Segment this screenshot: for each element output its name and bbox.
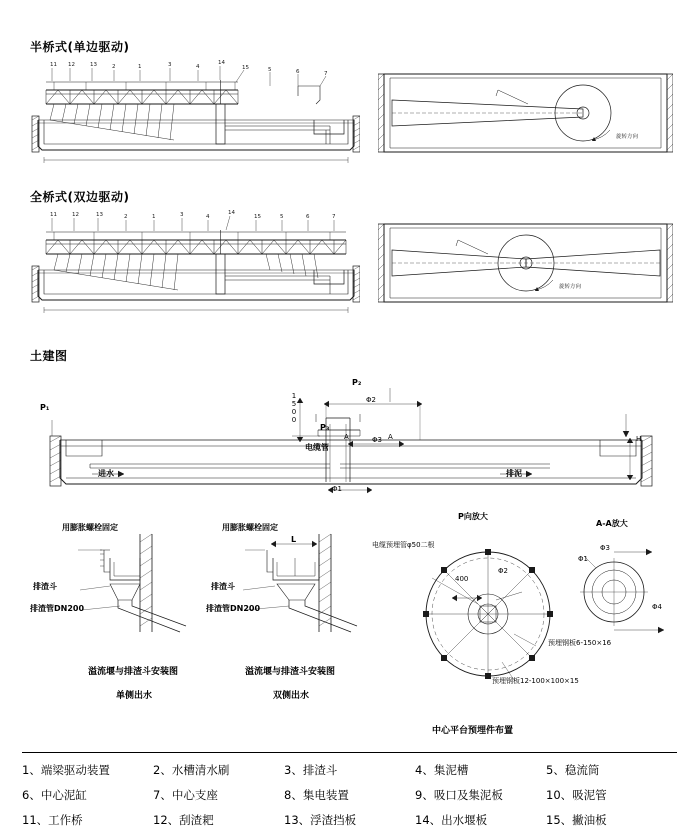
svg-text:15: 15 xyxy=(254,214,261,220)
detail-right-caption-2: 双侧出水 xyxy=(273,691,310,701)
svg-text:11: 11 xyxy=(50,62,57,68)
svg-text:15: 15 xyxy=(242,65,249,71)
legend-item: 11、工作桥 xyxy=(22,813,83,827)
label-phi2: Φ2 xyxy=(366,396,376,404)
detail-right-pipe: 排渣管DN200 xyxy=(206,604,261,613)
svg-text:4: 4 xyxy=(196,64,200,70)
detail-right-fix-note: 用膨胀螺栓固定 xyxy=(222,523,278,532)
svg-text:旋转方向: 旋转方向 xyxy=(616,134,639,140)
legend-item: 10、吸泥管 xyxy=(546,788,607,802)
label-h: H xyxy=(636,435,642,443)
plan-caption: 中心平台预埋件布置 xyxy=(432,726,514,736)
svg-text:6: 6 xyxy=(306,214,310,220)
detail-left-hopper: 排渣斗 xyxy=(33,582,57,591)
svg-text:1: 1 xyxy=(138,64,142,70)
civil-section-drawing xyxy=(30,378,675,508)
legend-item: 15、撇油板 xyxy=(546,813,607,827)
svg-text:12: 12 xyxy=(68,62,75,68)
svg-text:3: 3 xyxy=(168,62,172,68)
label-inlet: 进水 xyxy=(98,469,114,478)
aa-phi3: Φ3 xyxy=(600,544,610,552)
half-bridge-plan-drawing xyxy=(378,60,673,165)
legend-item: 13、浮渣挡板 xyxy=(284,813,357,827)
label-phi1: Φ1 xyxy=(332,485,342,493)
label-p2: P₂ xyxy=(352,378,362,387)
label-a-left: A xyxy=(344,433,349,441)
legend xyxy=(22,752,677,837)
svg-text:1: 1 xyxy=(152,214,156,220)
svg-text:3: 3 xyxy=(180,212,184,218)
plan-dim-400: 400 xyxy=(455,575,469,583)
legend-item: 8、集电装置 xyxy=(284,788,349,802)
section-title-half-bridge: 半桥式(单边驱动) xyxy=(30,40,130,54)
label-dim-1500: 1500 xyxy=(290,392,298,424)
legend-item: 1、端梁驱动装置 xyxy=(22,763,110,777)
svg-text:14: 14 xyxy=(228,210,235,216)
legend-item: 2、水槽清水刷 xyxy=(153,763,230,777)
legend-item: 14、出水堰板 xyxy=(415,813,488,827)
section-title-civil: 土建图 xyxy=(30,349,68,363)
legend-item: 4、集泥槽 xyxy=(415,763,469,777)
legend-item: 5、稳流筒 xyxy=(546,763,600,777)
aa-section-title: A-A放大 xyxy=(596,519,628,528)
label-p3: P₃ xyxy=(320,423,330,432)
half-bridge-elevation-drawing xyxy=(30,60,360,165)
detail-right-drawing xyxy=(215,528,380,638)
legend-row xyxy=(22,787,677,803)
plan-enlargement-drawing xyxy=(418,542,558,692)
legend-item: 3、排渣斗 xyxy=(284,763,338,777)
legend-item: 7、中心支座 xyxy=(153,788,218,802)
aa-phi4: Φ4 xyxy=(652,603,662,611)
svg-text:11: 11 xyxy=(50,212,57,218)
detail-left-fix-note: 用膨胀螺栓固定 xyxy=(62,523,118,532)
plan-enlargement-title: P向放大 xyxy=(458,512,488,521)
svg-text:6: 6 xyxy=(296,69,300,75)
detail-right-caption-1: 溢流堰与排渣斗安装图 xyxy=(245,667,336,677)
plan-steel-plate-note-1: 预埋钢板6-150×16 xyxy=(548,639,612,647)
svg-text:5: 5 xyxy=(280,214,284,220)
legend-row xyxy=(22,812,677,828)
svg-text:13: 13 xyxy=(90,62,97,68)
detail-left-caption-2: 单侧出水 xyxy=(116,691,153,701)
full-bridge-elevation-drawing xyxy=(30,210,360,315)
full-bridge-plan-drawing xyxy=(378,210,673,315)
svg-text:2: 2 xyxy=(112,64,116,70)
svg-text:7: 7 xyxy=(332,214,336,220)
legend-row xyxy=(22,762,677,778)
plan-cable-note: 电缆预埋管φ50二根 xyxy=(372,541,435,549)
legend-item: 9、吸口及集泥板 xyxy=(415,788,503,802)
detail-right-hopper: 排渣斗 xyxy=(211,582,235,591)
plan-phi2: Φ2 xyxy=(498,567,508,575)
svg-text:7: 7 xyxy=(324,71,328,77)
plan-steel-plate-note-2: 预埋钢板12-100×100×15 xyxy=(492,677,579,685)
section-title-full-bridge: 全桥式(双边驱动) xyxy=(30,190,130,204)
label-a-right: A xyxy=(388,433,393,441)
legend-item: 12、刮渣耙 xyxy=(153,813,214,827)
svg-text:2: 2 xyxy=(124,214,128,220)
aa-phi1: Φ1 xyxy=(578,555,588,563)
label-phi3: Φ3 xyxy=(372,436,382,444)
svg-text:5: 5 xyxy=(268,67,272,73)
label-p1: P₁ xyxy=(40,403,50,412)
svg-text:13: 13 xyxy=(96,212,103,218)
detail-left-drawing xyxy=(48,528,213,638)
svg-text:旋转方向: 旋转方向 xyxy=(559,284,582,290)
detail-right-dim-l: L xyxy=(291,535,297,544)
label-cable-pipe: 电缆管 xyxy=(305,443,329,452)
detail-left-pipe: 排渣管DN200 xyxy=(30,604,85,613)
svg-text:12: 12 xyxy=(72,212,79,218)
svg-text:14: 14 xyxy=(218,60,225,66)
label-sludge-out: 排泥 xyxy=(506,469,522,478)
detail-left-caption-1: 溢流堰与排渣斗安装图 xyxy=(88,667,179,677)
svg-text:4: 4 xyxy=(206,214,210,220)
legend-item: 6、中心泥缸 xyxy=(22,788,87,802)
